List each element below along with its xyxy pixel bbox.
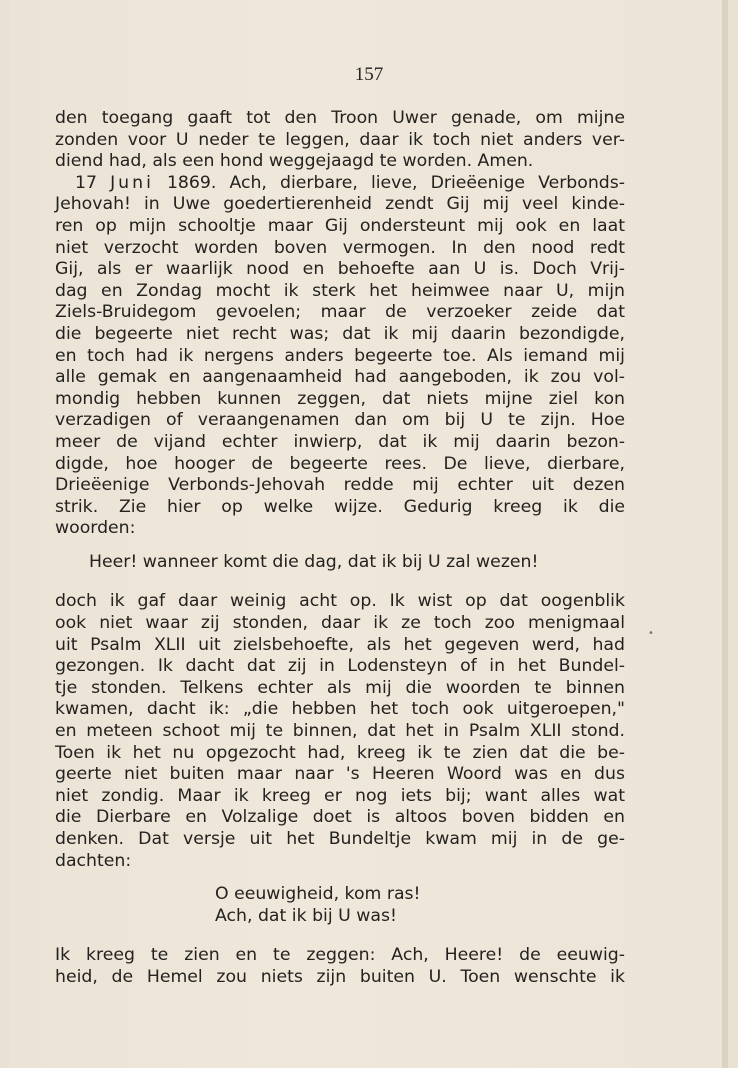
- spacer: [55, 540, 625, 552]
- paragraph-4: [55, 945, 625, 988]
- page-text: [55, 108, 625, 989]
- text-line: verzadigen of veraangenamen dan om bij U te zijn. Hoe: [55, 410, 625, 431]
- spacer: [55, 872, 625, 884]
- text-line: kwamen, dacht ik: „die hebben het toch ook uitgeroepen,": [55, 699, 625, 720]
- date-day: 17: [75, 172, 97, 193]
- quoted-line: Heer! wanneer komt die dag, dat ik bij U zal wezen!: [89, 551, 539, 572]
- text-line: dachten:: [55, 850, 132, 871]
- text-line: diend had, als een hond weggejaagd te worden. Amen.: [55, 151, 534, 172]
- text-line: woorden:: [55, 518, 136, 539]
- text-line: geerte niet buiten maar naar 's Heeren Woord was en dus: [55, 764, 625, 785]
- spacer: [55, 927, 625, 945]
- text-line: niet zondig. Maar ik kreeg er nog iets bij; want alles wat: [55, 785, 625, 806]
- verse: [55, 884, 625, 927]
- paragraph-1: [55, 108, 625, 173]
- text-line: Jehovah! in Uwe goedertierenheid zendt Gij mij veel kinde-: [55, 194, 625, 215]
- text-line: heid, de Hemel zou niets zijn buiten U. Toen wenschte ik: [55, 966, 625, 987]
- text-line: ook niet waar zij stonden, daar ik ze toch zoo menigmaal: [55, 613, 625, 634]
- text-line: doch ik gaf daar weinig acht op. Ik wist op dat oogenblik: [55, 591, 625, 612]
- text-line: Toen ik het nu opgezocht had, kreeg ik te zien dat die be-: [55, 742, 625, 763]
- speck-mark: •: [648, 628, 654, 639]
- text-line: Ziels-Bruidegom gevoelen; maar de verzoeker zeide dat: [55, 302, 625, 323]
- text-line: die begeerte niet recht was; dat ik mij daarin bezondigde,: [55, 323, 625, 344]
- text-line: strik. Zie hier op welke wijze. Gedurig kreeg ik die: [55, 496, 625, 517]
- text-line: die Dierbare en Volzalige doet is altoos boven bidden en: [55, 807, 625, 828]
- text-line: en toch had ik nergens anders begeerte toe. Als iemand mij: [55, 345, 625, 366]
- text-line: meer de vijand echter inwierp, dat ik mij daarin bezon-: [55, 431, 625, 452]
- page-number: 157: [354, 64, 384, 85]
- text-line: [55, 173, 625, 195]
- text-line: niet verzocht worden boven vermogen. In den nood redt: [55, 237, 625, 258]
- date-rest: 1869. Ach, dierbare, lieve, Drieëenige Verbonds-: [166, 172, 626, 193]
- text-line: uit Psalm XLII uit zielsbehoefte, als het gegeven werd, had: [55, 634, 625, 655]
- text-line: dag en Zondag mocht ik sterk het heimwee naar U, mijn: [55, 280, 625, 301]
- text-line: Ik kreeg te zien en te zeggen: Ach, Heere! de eeuwig-: [55, 945, 625, 966]
- verse-line: O eeuwigheid, kom ras!: [215, 884, 421, 905]
- verse-line: Ach, dat ik bij U was!: [215, 905, 397, 926]
- paragraph-2: [55, 173, 625, 540]
- text-line: Drieëenige Verbonds-Jehovah redde mij echter uit dezen: [55, 475, 625, 496]
- spacer: [55, 573, 625, 591]
- paragraph-3: [55, 591, 625, 872]
- text-line: mondig hebben kunnen zeggen, dat niets mijne ziel kon: [55, 388, 625, 409]
- text-line: gezongen. Ik dacht dat zij in Lodensteyn of in het Bundel-: [55, 656, 625, 677]
- text-line: denken. Dat versje uit het Bundeltje kwam mij in de ge-: [55, 829, 625, 849]
- text-line: zonden voor U neder te leggen, daar ik toch niet anders ver-: [55, 129, 625, 150]
- text-line: tje stonden. Telkens echter als mij die woorden te binnen: [55, 677, 625, 698]
- text-line: Gij, als er waarlijk nood en behoefte aan U is. Doch Vrij-: [55, 259, 625, 280]
- text-line: ren op mijn schooltje maar Gij ondersteunt mij ook en laat: [55, 215, 625, 236]
- text-line: den toegang gaaft tot den Troon Uwer genade, om mijne: [55, 108, 625, 128]
- text-line: alle gemak en aangenaamheid had aangeboden, ik zou vol-: [55, 367, 625, 388]
- text-line: en meteen schoot mij te binnen, dat het in Psalm XLII stond.: [55, 721, 625, 742]
- date-month: Juni: [110, 172, 154, 193]
- text-line: digde, hoe hooger de begeerte rees. De lieve, dierbare,: [55, 453, 625, 474]
